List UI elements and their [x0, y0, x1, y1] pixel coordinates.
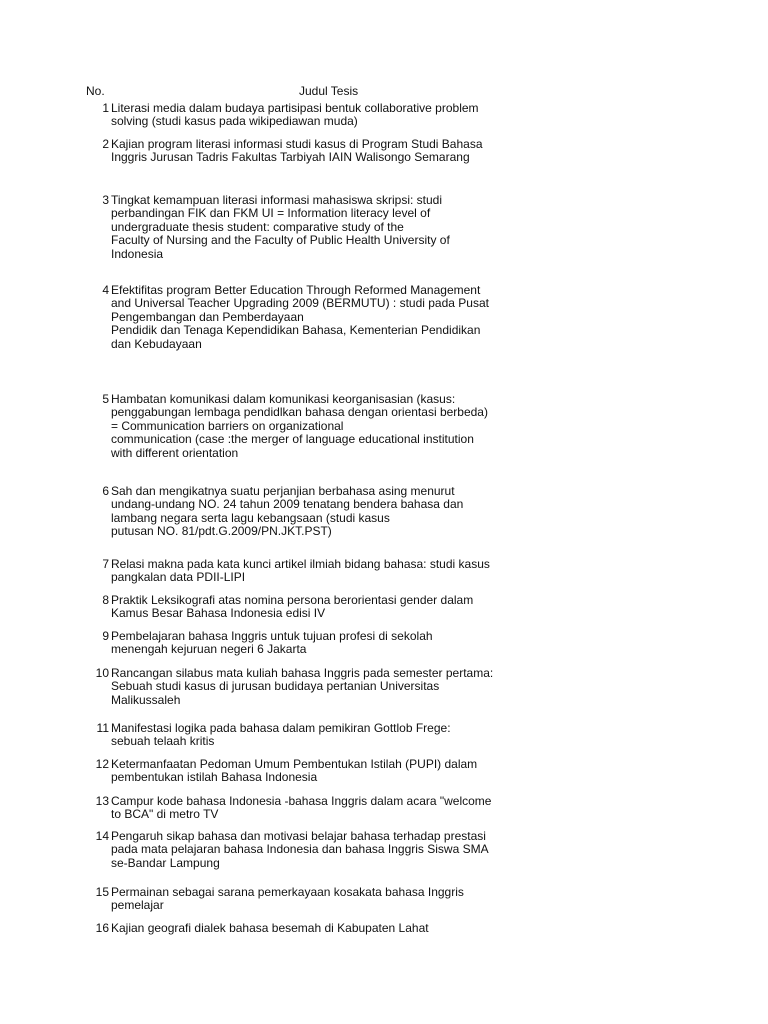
row-number: 14 — [95, 829, 109, 843]
thesis-title: Praktik Leksikografi atas nomina persona berorientasi gender dalam Kamus Besar Bahasa Indonesia edisi IV — [111, 593, 474, 621]
thesis-title: Permainan sebagai sarana pemerkayaan kosakata bahasa Inggris pemelajar — [111, 885, 464, 913]
thesis-title: Efektifitas program Better Education Through Reformed Management and Universal Teacher Upgrading 2009 (BERMUTU) : studi pada Pusat Pengembangan dan Pemberdayaan Pendidik dan Tenaga Kependidikan Bahasa, Kementerian Pendidikan dan Kebudayaan — [111, 283, 489, 351]
thesis-title: Kajian geografi dialek bahasa besemah di Kabupaten Lahat — [111, 921, 429, 935]
row-number: 1 — [102, 101, 109, 115]
row-number: 3 — [102, 193, 109, 207]
row-number: 6 — [102, 484, 109, 498]
column-header-no: No. — [86, 84, 105, 98]
thesis-title: Campur kode bahasa Indonesia -bahasa Inggris dalam acara "welcome to BCA" di metro TV — [111, 794, 492, 822]
row-number: 10 — [95, 666, 109, 680]
row-number: 2 — [102, 137, 109, 151]
thesis-title: Literasi media dalam budaya partisipasi bentuk collaborative problem solving (studi kasus pada wikipediawan muda) — [111, 101, 479, 129]
thesis-title: Relasi makna pada kata kunci artikel ilmiah bidang bahasa: studi kasus pangkalan data PDII-LIPI — [111, 557, 490, 585]
row-number: 12 — [95, 757, 109, 771]
row-number: 11 — [96, 721, 109, 735]
thesis-title: Manifestasi logika pada bahasa dalam pemikiran Gottlob Frege: sebuah telaah kritis — [111, 721, 451, 749]
thesis-title: Pembelajaran bahasa Inggris untuk tujuan profesi di sekolah menengah kejuruan negeri 6 Jakarta — [111, 629, 433, 657]
thesis-title: Rancangan silabus mata kuliah bahasa Inggris pada semester pertama: Sebuah studi kasus di jurusan budidaya pertanian Universitas Malikussaleh — [111, 666, 494, 707]
row-number: 9 — [102, 629, 109, 643]
column-header-title: Judul Tesis — [299, 84, 359, 98]
thesis-title: Hambatan komunikasi dalam komunikasi keorganisasian (kasus: penggabungan lembaga pendidlkan bahasa dengan orientasi berbeda) = Communication barriers on organizational communication (case :the merger of language educational institution with different orientation — [111, 392, 488, 460]
row-number: 4 — [102, 283, 109, 297]
thesis-title: Tingkat kemampuan literasi informasi mahasiswa skripsi: studi perbandingan FIK dan FKM UI = Information literacy level of undergraduate thesis student: comparative study of the Faculty of Nursing and the Faculty of Public Health University of Indonesia — [111, 193, 450, 261]
row-number: 15 — [95, 885, 109, 899]
row-number: 8 — [102, 593, 109, 607]
thesis-title: Ketermanfaatan Pedoman Umum Pembentukan Istilah (PUPI) dalam pembentukan istilah Bahasa Indonesia — [111, 757, 478, 785]
row-number: 16 — [95, 921, 109, 935]
thesis-title: Sah dan mengikatnya suatu perjanjian berbahasa asing menurut undang-undang NO. 24 tahun 2009 tenatang bendera bahasa dan lambang negara serta lagu kebangsaan (studi kasus putusan NO. 81/pdt.G.2009/PN.JKT.PST) — [111, 484, 464, 539]
row-number: 13 — [95, 794, 109, 808]
thesis-title: Kajian program literasi informasi studi kasus di Program Studi Bahasa Inggris Jurusan Tadris Fakultas Tarbiyah IAIN Walisongo Semarang — [111, 137, 483, 165]
row-number: 5 — [102, 392, 109, 406]
thesis-title: Pengaruh sikap bahasa dan motivasi belajar bahasa terhadap prestasi pada mata pelajaran bahasa Indonesia dan bahasa Inggris Siswa SMA se-Bandar Lampung — [111, 829, 489, 870]
row-number: 7 — [102, 557, 109, 571]
